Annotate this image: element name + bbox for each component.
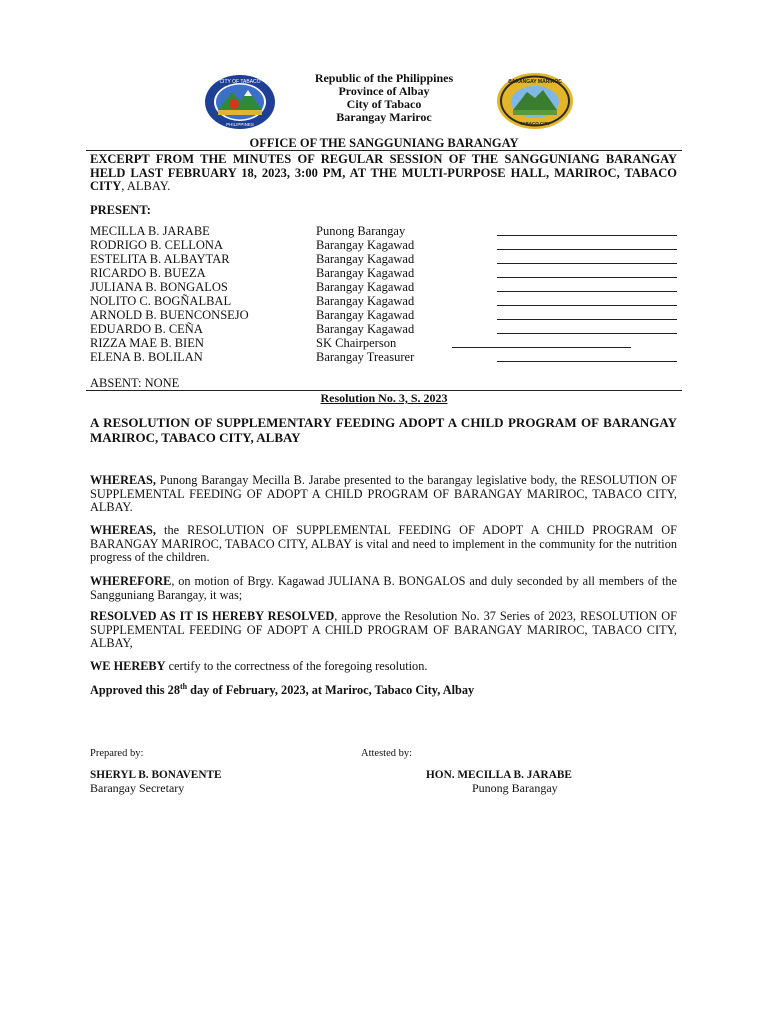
excerpt-heading: [90, 153, 677, 194]
attendee-position: Barangay Kagawad: [316, 280, 415, 294]
present-label: PRESENT:: [90, 203, 151, 217]
attendee-position: Barangay Kagawad: [316, 266, 415, 280]
attendee-position: Barangay Kagawad: [316, 252, 415, 266]
document-header: [0, 72, 768, 124]
whereas-paragraph-2: [90, 524, 677, 565]
attendee-row: [90, 266, 680, 280]
attendee-position: Barangay Treasurer: [316, 350, 415, 364]
attendee-position: Barangay Kagawad: [316, 238, 415, 252]
paragraph-text: Punong Barangay Mecilla B. Jarabe presented to the barangay legislative body, the RESOLUTION OF SUPPLEMENTAL FEEDING OF ADOPT A CHILD PROGRAM OF BARANGAY MARIROC, TABACO CITY, ALBAY.: [90, 473, 677, 515]
attendee-name: EDUARDO B. CEÑA: [90, 322, 203, 336]
svg-text:BARANGAY MARIROC: BARANGAY MARIROC: [508, 79, 562, 85]
signature-line: [497, 319, 677, 320]
excerpt-bold-text: EXCERPT FROM THE MINUTES OF REGULAR SESSION OF THE SANGGUNIANG BARANGAY HELD LAST FEBRUARY 18, 2023, 3:00 PM, AT THE MULTI-PURPOSE HALL, MARIROC, TABACO CITY: [90, 152, 677, 193]
svg-text:PHILIPPINES: PHILIPPINES: [226, 122, 254, 127]
attendee-row: [90, 322, 680, 336]
approval-date-line: [90, 682, 474, 698]
prepared-by-position: Barangay Secretary: [90, 781, 185, 795]
attendee-name: MECILLA B. JARABE: [90, 224, 210, 238]
attendee-position: Barangay Kagawad: [316, 322, 415, 336]
attendee-row: [90, 238, 680, 252]
attendee-position: SK Chairperson: [316, 336, 397, 350]
header-line-barangay: Barangay Mariroc: [336, 110, 432, 124]
attested-by-position: Punong Barangay: [472, 781, 558, 795]
attendee-position: Punong Barangay: [316, 224, 406, 238]
attendee-name: JULIANA B. BONGALOS: [90, 280, 228, 294]
prepared-by-name: SHERYL B. BONAVENTE: [90, 769, 222, 781]
signature-line: [497, 333, 677, 334]
attested-by-label: Attested by:: [361, 748, 413, 759]
paragraph-text: the RESOLUTION OF SUPPLEMENTAL FEEDING OF ADOPT A CHILD PROGRAM OF BARANGAY MARIROC, TABACO CITY, ALBAY is vital and need to implement in the community for the nutrition progress of the children.: [90, 523, 677, 565]
certification-paragraph: [90, 660, 677, 674]
attendee-row: [90, 336, 680, 350]
attendee-row: [90, 350, 680, 364]
absent-line: ABSENT: NONE: [90, 376, 180, 390]
header-divider: [86, 150, 682, 151]
attendee-name: RODRIGO B. CELLONA: [90, 238, 223, 252]
attendee-name: ELENA B. BOLILAN: [90, 350, 203, 364]
resolved-paragraph: [90, 610, 677, 651]
paragraph-lead: WHEREAS,: [90, 473, 156, 487]
attendee-name: RICARDO B. BUEZA: [90, 266, 206, 280]
paragraph-lead: WHEREFORE: [90, 574, 172, 588]
approval-text-pre: Approved this 28: [90, 683, 180, 698]
attendee-row: [90, 308, 680, 322]
resolution-title: A RESOLUTION OF SUPPLEMENTARY FEEDING ADOPT A CHILD PROGRAM OF BARANGAY MARIROC, TABACO CITY, ALBAY: [90, 415, 677, 445]
attendee-position: Barangay Kagawad: [316, 308, 415, 322]
header-line-province: Province of Albay: [338, 84, 430, 98]
attendee-name: RIZZA MAE B. BIEN: [90, 336, 204, 350]
paragraph-text: certify to the correctness of the foregoing resolution.: [165, 659, 428, 673]
attendee-name: ARNOLD B. BUENCONSEJO: [90, 308, 249, 322]
approval-text-post: day of February, 2023, at Mariroc, Tabaco City, Albay: [187, 683, 475, 698]
signature-line: [497, 361, 677, 362]
signature-line: [497, 305, 677, 306]
signature-line: [452, 347, 631, 348]
header-line-city: City of Tabaco: [346, 97, 422, 111]
attendee-row: [90, 280, 680, 294]
wherefore-paragraph: [90, 575, 677, 602]
svg-text:CITY OF TABACO: CITY OF TABACO: [219, 79, 261, 85]
signature-line: [497, 277, 677, 278]
whereas-paragraph-1: [90, 474, 677, 515]
paragraph-lead: WE HEREBY: [90, 659, 166, 673]
attendee-name: NOLITO C. BOGÑALBAL: [90, 294, 232, 308]
attested-by-name: HON. MECILLA B. JARABE: [426, 769, 572, 781]
office-title: OFFICE OF THE SANGGUNIANG BARANGAY: [249, 136, 519, 150]
paragraph-lead: RESOLVED AS IT IS HEREBY RESOLVED: [90, 609, 335, 623]
attendee-row: [90, 252, 680, 266]
paragraph-text: , approve the Resolution No. 37 Series of 2023, RESOLUTION OF SUPPLEMENTAL FEEDING OF ADOPT A CHILD PROGRAM OF BARANGAY MARIROC, TABACO CITY, ALBAY,: [90, 609, 677, 651]
prepared-by-label: Prepared by:: [90, 748, 144, 759]
excerpt-tail-text: , ALBAY.: [121, 179, 171, 193]
header-line-republic: Republic of the Philippines: [314, 71, 454, 85]
signature-line: [497, 263, 677, 264]
attendee-position: Barangay Kagawad: [316, 294, 415, 308]
attendee-row: [90, 294, 680, 308]
approval-ordinal: th: [179, 682, 188, 691]
paragraph-lead: WHEREAS,: [90, 523, 156, 537]
attendee-row: [90, 224, 680, 238]
signature-line: [497, 291, 677, 292]
attendee-name: ESTELITA B. ALBAYTAR: [90, 252, 230, 266]
paragraph-text: , on motion of Brgy. Kagawad JULIANA B. BONGALOS and duly seconded by all members of the Sangguniang Barangay, it was;: [90, 574, 677, 602]
signature-line: [497, 249, 677, 250]
svg-text:TABACO CITY: TABACO CITY: [519, 121, 551, 126]
signature-line: [497, 235, 677, 236]
resolution-number: Resolution No. 3, S. 2023: [320, 391, 448, 405]
